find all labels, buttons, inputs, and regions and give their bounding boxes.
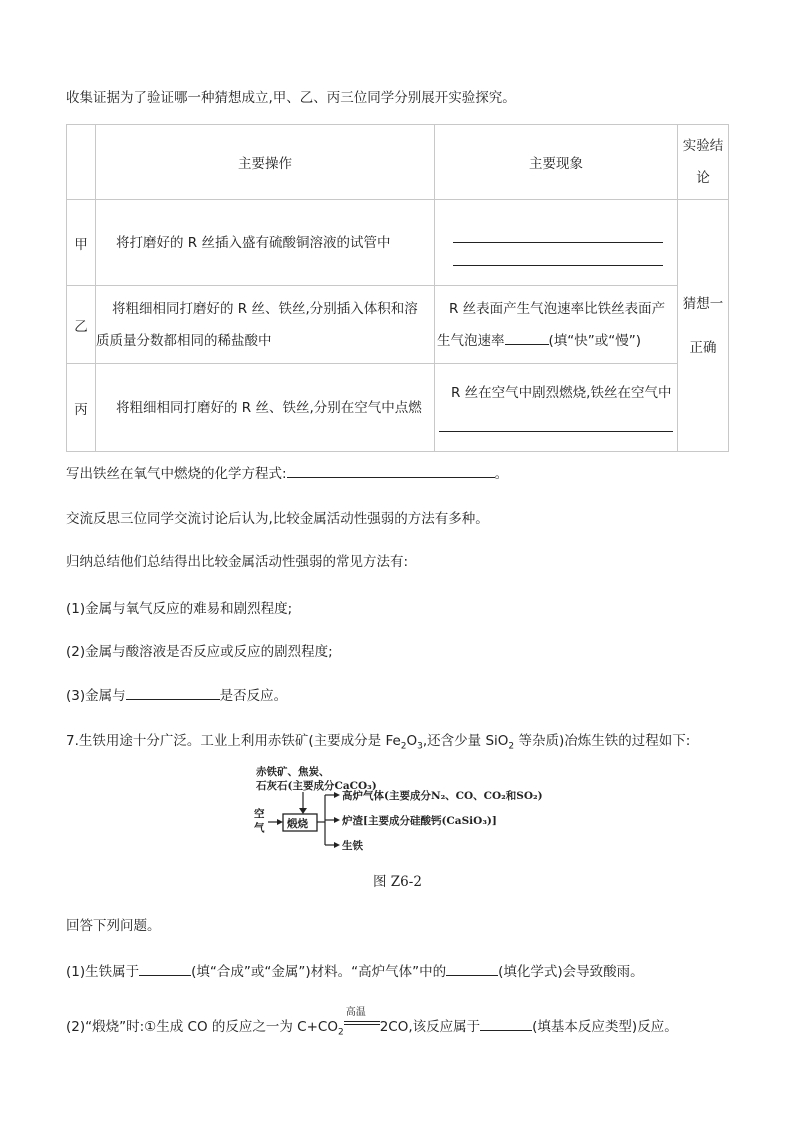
q7-sub: 3 [417,741,423,752]
row-label: 丙 [67,364,96,452]
row-operation: 将打磨好的 R 丝插入盛有硫酸铜溶液的试管中 [96,200,435,286]
row-operation-line2: 质质量分数都相同的稀盐酸中 [96,332,272,349]
calcination-label: 煅烧 [287,818,308,830]
diagram-input-line1: 赤铁矿、焦炭、 [256,766,330,778]
output-slag: 炉渣[主要成分硅酸钙(CaSiO₃)] [342,815,497,827]
answer-blank[interactable] [505,330,549,345]
conclusion-line2: 正确 [689,339,717,356]
answer-blank[interactable] [453,265,663,266]
header-conclusion-line2: 论 [696,170,710,186]
answer-blank[interactable] [126,685,220,700]
experiment-table [66,124,729,452]
table-row [67,364,729,452]
q7-sub: 2 [508,741,515,752]
reaction-condition: 高温 [345,1007,366,1018]
output-pig-iron: 生铁 [342,840,363,852]
process-flow-diagram [252,764,552,852]
row-phenomenon-line1: R 丝在空气中剧烈燃烧,铁丝在空气中 [451,385,672,401]
row-operation-line1: 将粗细相同打磨好的 R 丝、铁丝,分别插入体积和溶 [112,300,418,317]
phenomenon-text: 生气泡速率 [437,332,505,349]
row-label: 甲 [67,200,96,286]
q7-text: ,还含少量 SiO [422,733,509,749]
table-header-row [67,125,729,200]
period: 。 [494,466,509,482]
row-phenomenon-blanks [435,200,678,286]
equation-question [66,462,508,482]
header-phenomenon: 主要现象 [435,125,678,200]
equals-line [344,1021,380,1022]
answer-blank[interactable] [446,961,498,976]
answer-blank[interactable] [439,409,673,432]
question-7-1 [66,960,644,980]
method-1: (1)金属与氧气反应的难易和剧烈程度; [66,601,293,617]
answer-prompt: 回答下列问题。 [66,918,161,934]
high-temp-equals-sign [344,1007,380,1031]
equation-question-text: 写出铁丝在氧气中燃烧的化学方程式: [66,466,287,482]
method-2: (2)金属与酸溶液是否反应或反应的剧烈程度; [66,644,333,660]
row-operation: 将粗细相同打磨好的 R 丝、铁丝,分别在空气中点燃 [96,364,435,452]
air-arrow-head [277,819,283,825]
row-phenomenon [435,364,678,452]
table-row [67,200,729,286]
summary-text: 归纳总结他们总结得出比较金属活动性强弱的常见方法有: [66,554,409,570]
conclusion-cell [678,200,729,452]
answer-blank[interactable] [139,961,191,976]
table-row [67,286,729,364]
conclusion-line1: 猜想一 [682,295,724,312]
branch-arrow-head [334,842,340,848]
row-phenomenon-line2 [437,325,675,357]
q7-text: O [406,733,418,749]
diagram-air-bottom: 气 [254,822,265,834]
diagram-input-line2: 石灰石(主要成分CaCO₃) [256,780,377,792]
output-gas: 高炉气体(主要成分N₂、CO、CO₂和SO₂) [342,790,543,802]
q2-sub: 2 [337,1027,344,1038]
q1-text: (填化学式)会导致酸雨。 [498,964,644,980]
q7-text: 等杂质)冶炼生铁的过程如下: [514,733,691,749]
arrow-down-head [299,808,307,814]
diagram-air-top: 空 [254,808,265,820]
header-conclusion [678,125,729,200]
row-phenomenon-line1: R 丝表面产生气泡速率比铁丝表面产 [449,300,666,317]
header-operation: 主要操作 [96,125,435,200]
method-3-tail: 是否反应。 [219,688,288,704]
q7-sub: 2 [400,741,407,752]
phenomenon-hint: (填“快”或“慢”) [548,332,642,349]
figure-caption: 图 Z6-2 [373,874,422,890]
answer-blank[interactable] [287,463,495,478]
answer-blank[interactable] [480,1016,532,1031]
answer-blank[interactable] [453,220,663,243]
row-phenomenon [435,286,678,364]
method-3 [66,684,287,704]
method-3-text: (3)金属与 [66,688,126,704]
branch-arrow-head [334,817,340,823]
q7-text: 7.生铁用途十分广泛。工业上利用赤铁矿(主要成分是 Fe [66,733,401,749]
row-operation [96,286,435,364]
q2-text: 2CO,该反应属于 [379,1019,481,1035]
q1-text: (1)生铁属于 [66,964,140,980]
reflection-text: 交流反思三位同学交流讨论后认为,比较金属活动性强弱的方法有多种。 [66,511,489,527]
header-blank-cell [67,125,96,200]
header-conclusion-line1: 实验结 [682,138,724,154]
q2-text: (填基本反应类型)反应。 [532,1019,678,1035]
intro-text: 收集证据为了验证哪一种猜想成立,甲、乙、丙三位同学分别展开实验探究。 [66,90,516,106]
row-label: 乙 [67,286,96,364]
q1-text: (填“合成”或“金属”)材料。“高炉气体”中的 [191,964,447,980]
branch-arrow-head [334,792,340,798]
equals-line [344,1024,380,1025]
question-7-2 [66,1007,678,1038]
q2-text: (2)“煅烧”时:①生成 CO 的反应之一为 C+CO [66,1019,338,1035]
question-7 [66,729,690,752]
